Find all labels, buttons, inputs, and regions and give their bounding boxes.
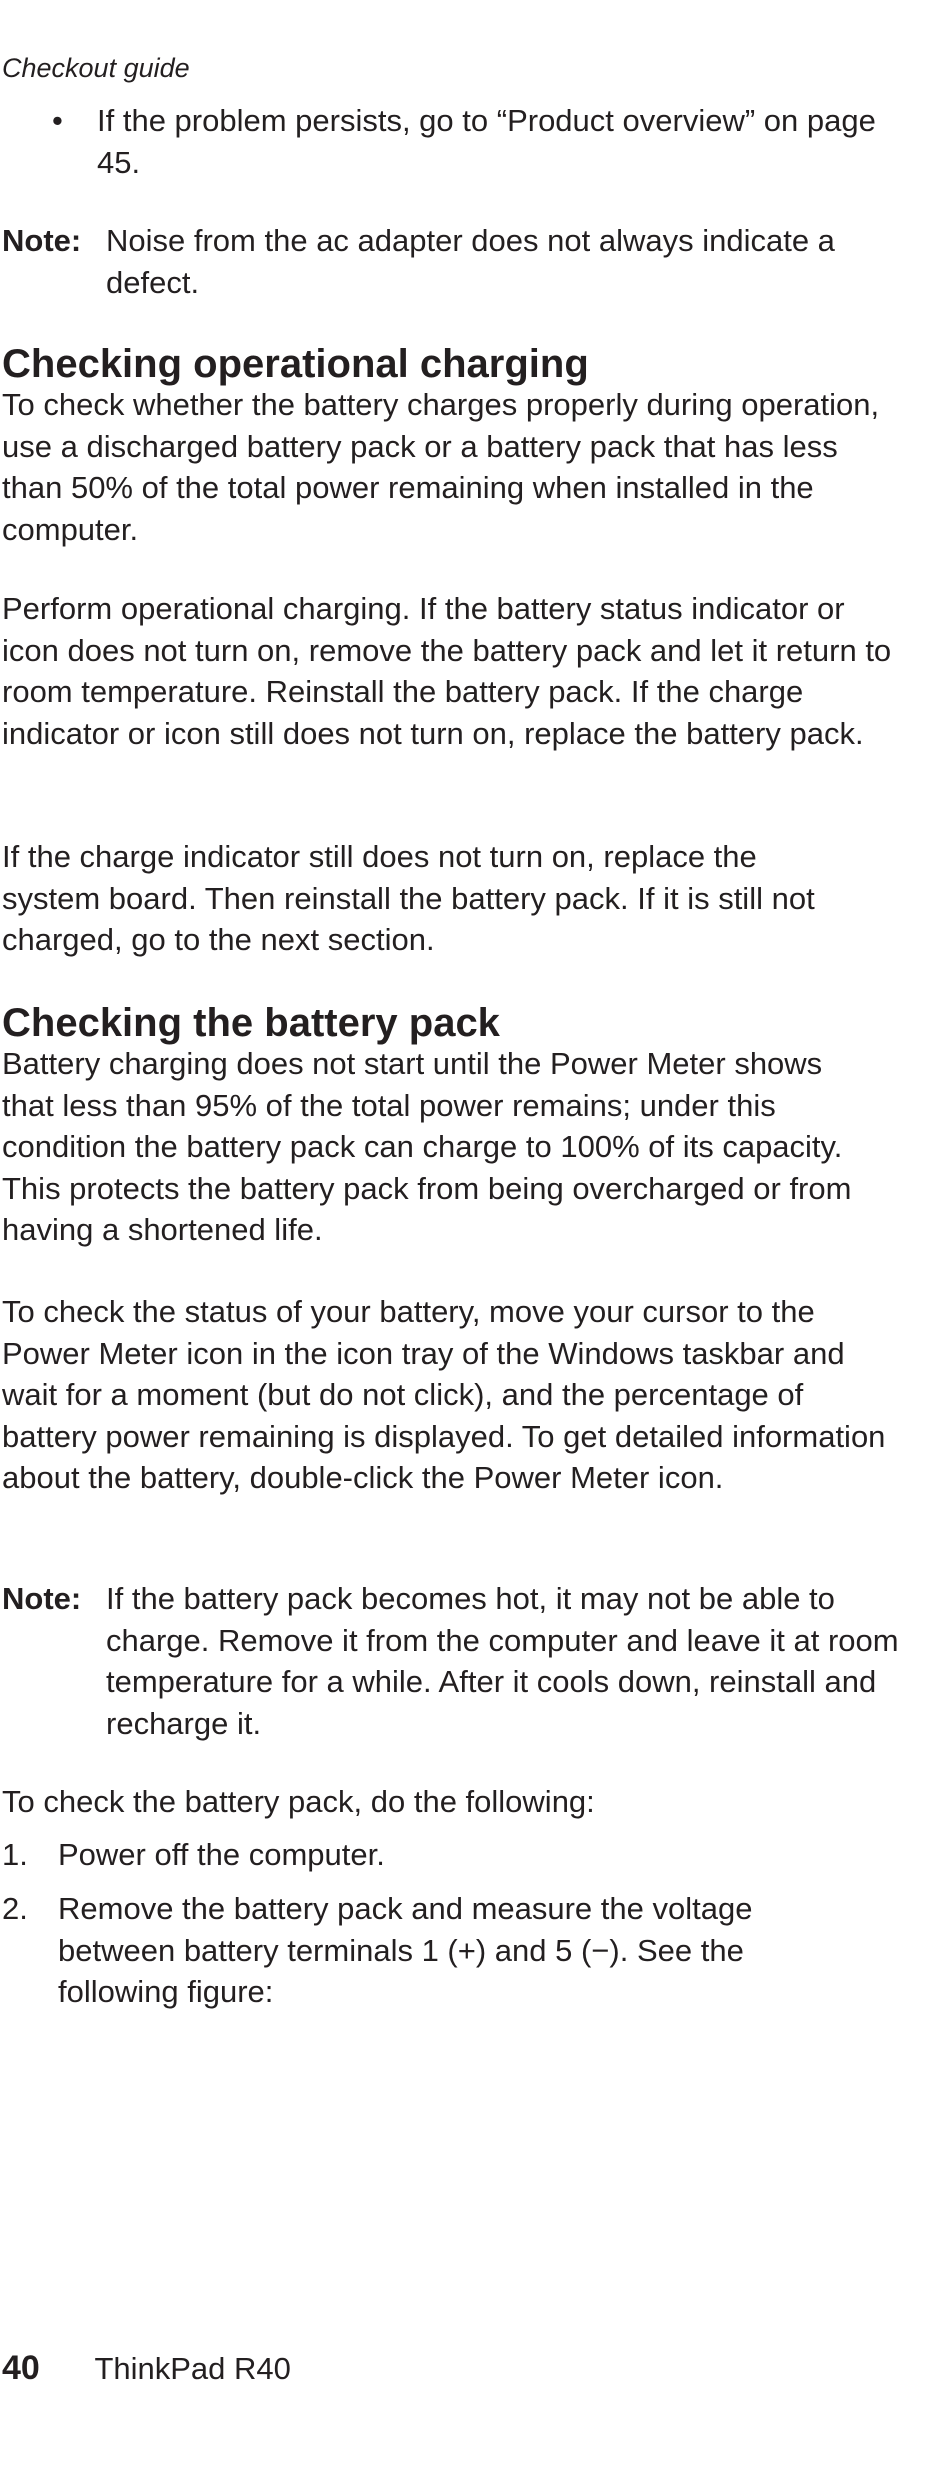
product-name: ThinkPad R40 <box>94 2351 291 2386</box>
step-text: Remove the battery pack and measure the voltage between battery terminals 1 (+) and 5 (−). See the following figure: <box>58 1891 753 2009</box>
note-text: Noise from the ac adapter does not always indicate a defect. <box>106 223 835 300</box>
step-number: 2. <box>2 1891 28 1926</box>
step-number: 1. <box>2 1837 28 1872</box>
paragraph: To check the status of your battery, move your cursor to the Power Meter icon in the icon tray of the Windows taskbar and wait for a moment (but do not click), and the percentage of battery power remaining is displayed. To get detailed information about the battery, double-click the Power Meter icon. <box>2 1294 886 1495</box>
bullet-text: If the problem persists, go to “Product overview” on page 45. <box>97 103 876 180</box>
bullet-mark: • <box>52 103 63 138</box>
page-number: 40 <box>2 2349 40 2387</box>
running-head: Checkout guide <box>2 53 190 83</box>
step-text: Power off the computer. <box>58 1837 385 1872</box>
page-footer <box>2 2348 291 2389</box>
paragraph: Perform operational charging. If the battery status indicator or icon does not turn on, remove the battery pack and let it return to room temperature. Reinstall the battery pack. If the charge indicator or icon still does not turn on, replace the battery pack. <box>2 591 892 751</box>
note-text: If the battery pack becomes hot, it may not be able to charge. Remove it from the computer and leave it at room temperature for a while. After it cools down, reinstall and recharge it. <box>106 1581 899 1741</box>
paragraph: If the charge indicator still does not turn on, replace the system board. Then reinstall the battery pack. If it is still not charged, go to the next section. <box>2 839 815 957</box>
paragraph: To check whether the battery charges properly during operation, use a discharged battery pack or a battery pack that has less than 50% of the total power remaining when installed in the computer. <box>2 387 880 547</box>
note-label: Note: <box>2 223 82 258</box>
note-label: Note: <box>2 1581 82 1616</box>
paragraph: Battery charging does not start until the Power Meter shows that less than 95% of the total power remains; under this condition the battery pack can charge to 100% of its capacity. This protects the battery pack from being overcharged or from having a shortened life. <box>2 1046 852 1247</box>
steps-intro: To check the battery pack, do the following: <box>2 1784 595 1819</box>
heading-operational-charging: Checking operational charging <box>2 342 589 386</box>
heading-battery-pack: Checking the battery pack <box>2 1001 500 1045</box>
